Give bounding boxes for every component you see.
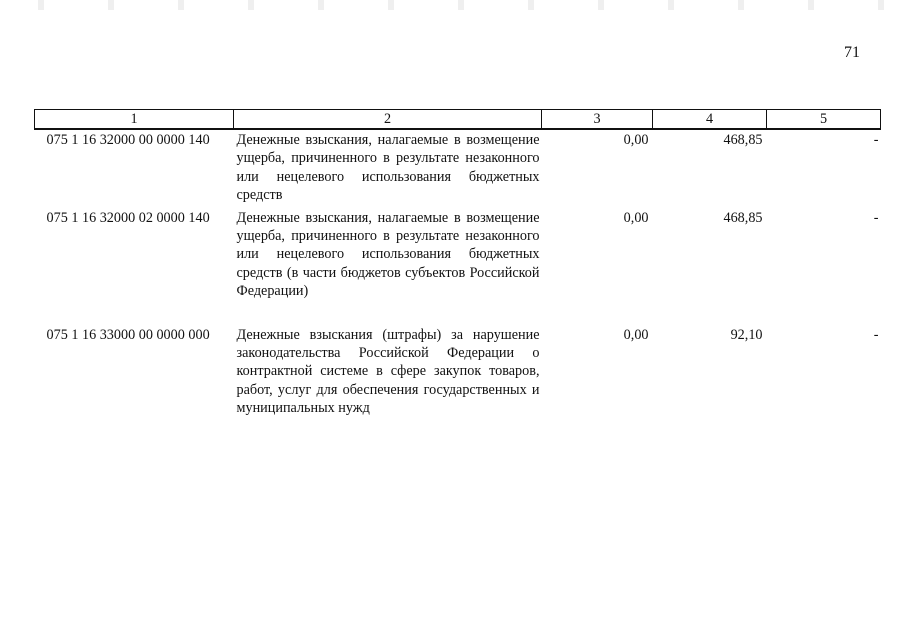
header-col-4: 4	[653, 110, 767, 130]
budget-code-cell: 075 1 16 32000 00 0000 140	[46, 132, 210, 148]
value-cell-col4: 468,85	[723, 209, 763, 226]
header-col-2: 2	[234, 110, 542, 130]
header-col-5: 5	[767, 110, 881, 130]
description-cell: Денежные взыскания, налагаемые в возмещение ущерба, причиненного в результате незаконного или нецелевого использования бюджетных средств (в части бюджетов субъектов Российской Федерации)	[236, 209, 540, 300]
budget-code-cell: 075 1 16 33000 00 0000 000	[46, 326, 210, 343]
value-cell-col5: -	[873, 326, 879, 343]
header-col-1: 1	[35, 110, 234, 130]
header-col-3: 3	[542, 110, 653, 130]
value-cell-col3: 0,00	[623, 209, 649, 226]
value-cell-col4: 468,85	[723, 132, 763, 148]
budget-table	[34, 109, 881, 418]
table-row	[35, 205, 881, 301]
value-cell-col4: 92,10	[730, 326, 763, 343]
table-header-row	[35, 110, 881, 130]
value-cell-col3: 0,00	[623, 326, 649, 343]
table-row	[35, 301, 881, 418]
scan-artifact	[0, 0, 905, 10]
description-cell: Денежные взыскания, налагаемые в возмещение ущерба, причиненного в результате незаконного или нецелевого использования бюджетных средств	[236, 132, 540, 204]
table-row	[35, 129, 881, 205]
value-cell-col3: 0,00	[623, 132, 649, 148]
budget-code-cell: 075 1 16 32000 02 0000 140	[46, 209, 210, 226]
page-number: 71	[844, 44, 860, 61]
value-cell-col5: -	[873, 132, 879, 148]
value-cell-col5: -	[873, 209, 879, 226]
description-cell: Денежные взыскания (штрафы) за нарушение законодательства Российской Федерации о контрактной системе в сфере закупок товаров, работ, услуг для обеспечения государственных и муниципальных нужд	[236, 326, 540, 417]
